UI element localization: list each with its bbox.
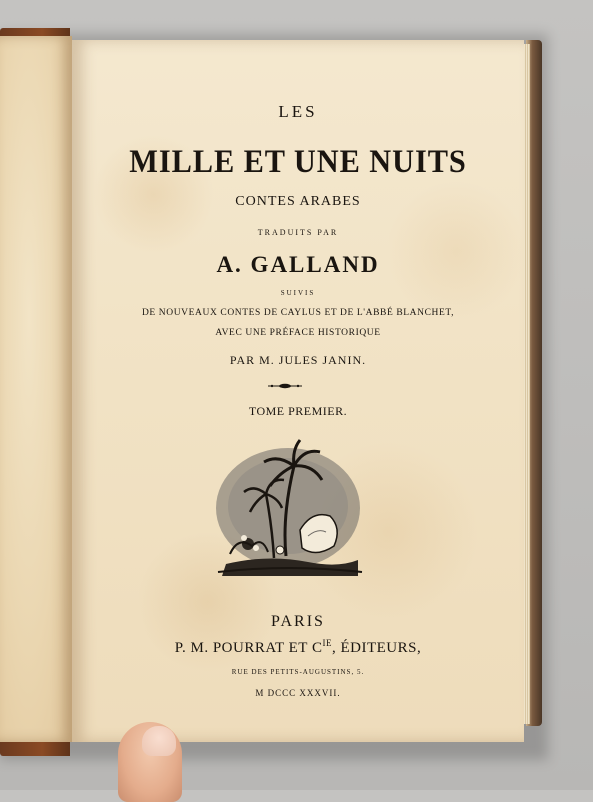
author-name: A. GALLAND: [216, 252, 380, 277]
publication-year: M DCCC XXXVII.: [255, 688, 341, 698]
publisher-address: RUE DES PETITS-AUGUSTINS, 5.: [231, 668, 365, 676]
publisher-superscript: IE: [322, 638, 332, 648]
book-subtitle: CONTES ARABES: [235, 194, 361, 209]
publisher-name: P. M. POURRAT ET C: [174, 640, 323, 656]
publication-place: PARIS: [271, 613, 325, 630]
fingernail: [142, 726, 176, 756]
publisher-line: [72, 638, 524, 657]
palm-vignette-illustration: [208, 436, 368, 588]
title-line-les: LES: [278, 102, 318, 121]
followed-by-label: SUIVIS: [280, 289, 316, 297]
translated-by-label: TRADUITS PAR: [257, 228, 339, 237]
addition-line-2: AVEC UNE PRÉFACE HISTORIQUE: [215, 328, 381, 338]
preface-author: PAR M. JULES JANIN.: [229, 353, 367, 367]
addition-line-1: DE NOUVEAUX CONTES DE CAYLUS ET DE L'ABBÉ BLANCHET,: [141, 308, 455, 318]
left-page: [0, 36, 72, 742]
volume-label: TOME PREMIER.: [248, 404, 348, 418]
book-title: MILLE ET UNE NUITS: [129, 144, 467, 180]
title-page: [72, 40, 524, 742]
ornament-divider: [268, 383, 302, 389]
publisher-suffix: , ÉDITEURS,: [331, 640, 422, 656]
